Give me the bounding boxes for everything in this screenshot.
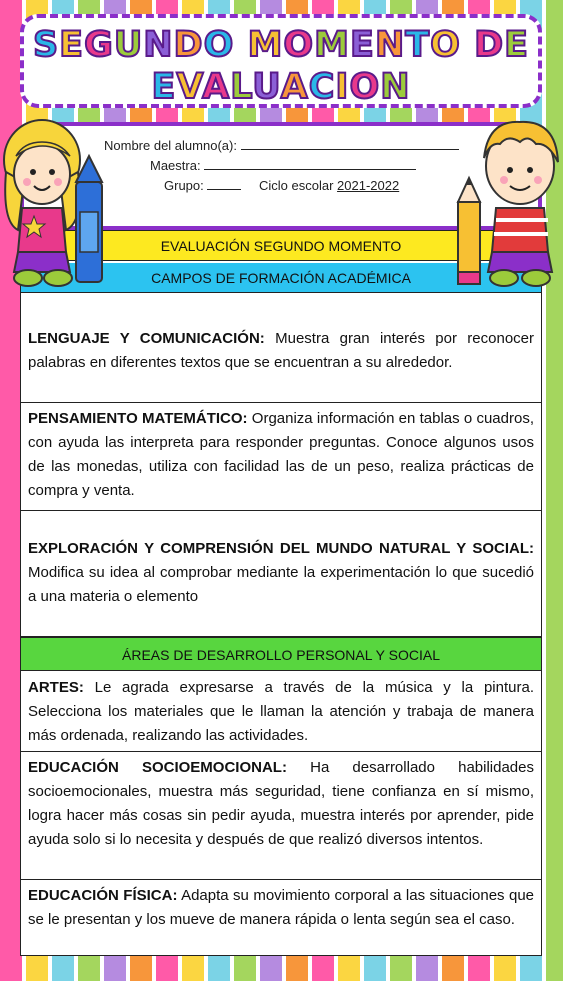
teacher-label: Maestra: bbox=[150, 158, 201, 173]
exploracion-heading: EXPLORACIÓN Y COMPRENSIÓN DEL MUNDO NATURAL Y SOCIAL: bbox=[28, 540, 534, 557]
student-name-line[interactable] bbox=[241, 138, 459, 150]
artes-heading: ARTES: bbox=[28, 679, 84, 696]
section-socioemocional bbox=[21, 752, 541, 880]
lenguaje-text: Muestra gran interés por reconocer palabras en diferentes textos que se encuentran a su alrededor. bbox=[28, 330, 535, 371]
boy-pencil-illustration bbox=[448, 112, 563, 292]
artes-text: Le agrada expresarse a través de la música y la pintura. Selecciona los materiales que le llaman la atención y trabaja de manera más ordenada, realizando las actividades. bbox=[28, 679, 534, 744]
group-line[interactable] bbox=[207, 178, 241, 190]
title-box bbox=[20, 14, 542, 108]
socioemocional-heading: EDUCACIÓN SOCIOEMOCIONAL: bbox=[28, 759, 287, 776]
title-line-2: EVALUACION bbox=[151, 67, 411, 107]
fisica-heading: EDUCACIÓN FÍSICA: bbox=[28, 887, 178, 904]
section-fisica bbox=[21, 880, 541, 956]
evaluation-sheet bbox=[20, 230, 542, 956]
teacher-row bbox=[150, 158, 416, 173]
group-label: Grupo: bbox=[164, 178, 204, 193]
exploracion-text: Modifica su idea al comprobar mediante la experimentación lo que sucedió a una materia o elemento bbox=[28, 564, 534, 605]
student-name-label: Nombre del alumno(a): bbox=[104, 138, 237, 153]
cycle-label: Ciclo escolar bbox=[259, 178, 334, 193]
group-row bbox=[164, 178, 399, 193]
section-exploracion bbox=[21, 511, 541, 637]
academic-fields-band: CAMPOS DE FORMACIÓN ACADÉMICA bbox=[21, 263, 541, 293]
personal-areas-band: ÁREAS DE DESARROLLO PERSONAL Y SOCIAL bbox=[21, 637, 541, 671]
girl-crayon-illustration bbox=[0, 112, 115, 292]
socioemocional-text: Ha desarrollado habilidades socioemocionales, muestra más seguridad, tiene confianza en sí mismo, logra hacer más cosas sin pedir ayuda, muestra interés por aprender, pide ayuda solo si lo necesita y después de que realizó diversos intentos. bbox=[28, 759, 534, 848]
evaluation-band: EVALUACIÓN SEGUNDO MOMENTO bbox=[21, 231, 541, 261]
teacher-line[interactable] bbox=[204, 158, 416, 170]
fisica-text: Adapta su movimiento corporal a las situaciones que se le presentan y los mueve de manera rápida o lenta según sea el caso. bbox=[28, 887, 535, 928]
section-pensamiento bbox=[21, 403, 541, 511]
lenguaje-heading: LENGUAJE Y COMUNICACIÓN: bbox=[28, 330, 265, 347]
title-line-1: SEGUNDO MOMENTO DE bbox=[32, 25, 530, 65]
student-name-row bbox=[104, 138, 459, 153]
pensamiento-heading: PENSAMIENTO MATEMÁTICO: bbox=[28, 410, 248, 427]
pensamiento-text: Organiza información en tablas o cuadros, con ayuda las interpreta para responder preguntas. Conoce algunos usos de las monedas, utiliza con facilidad las de un peso, realiza prácticas de compra y venta. bbox=[28, 410, 534, 499]
cycle-value: 2021-2022 bbox=[337, 178, 400, 193]
section-artes bbox=[21, 672, 541, 752]
section-lenguaje bbox=[21, 295, 541, 403]
